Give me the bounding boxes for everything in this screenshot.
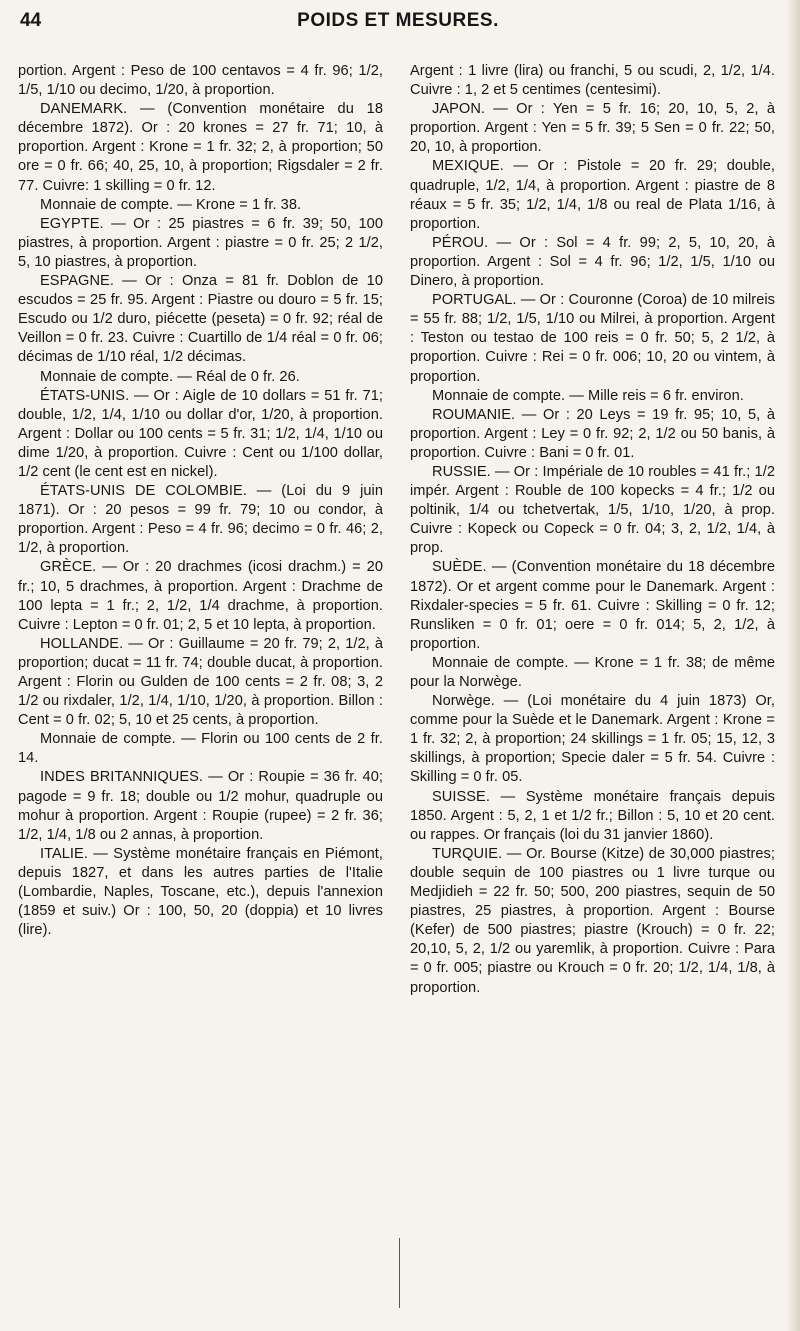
- entry-turquie: TURQUIE. — Or. Bourse (Kitze) de 30,000 piastres; double sequin de 100 piastres ou 1 livre turque ou Medjidieh = 22 fr. 50; 500, 200 piastres, sequin de 50 piastres, 25 piastres, à proportion. Argent : Bourse (Kefer) de 500 piastres; piastre (Krouch) = 0 fr. 22; 20,10, 5, 2, 1/2 ou yaremlik, à proportion. Cuivre : Para = 0 fr. 005; piastre ou Krouch = 0 fr. 20; 1/2, 1/4, 1/8, à proportion.: [410, 845, 775, 996]
- entry-portugal: PORTUGAL. — Or : Couronne (Coroa) de 10 milreis = 55 fr. 88; 1/2, 1/5, 1/10 ou Milrei, à proportion. Argent : Teston ou testao de 100 reis = 0 fr. 50; 5, 2 1/2, à proportion. Cuivre : Rei = 0 fr. 006; 10, 20 ou vintem, à proportion.: [410, 292, 775, 385]
- entry-italie-continued: Argent : 1 livre (lira) ou franchi, 5 ou scudi, 2, 1/2, 1/4. Cuivre : 1, 2 et 5 centimes (centesimi).: [410, 63, 775, 99]
- entry-suisse: SUISSE. — Système monétaire français depuis 1850. Argent : 5, 2, 1 et 1/2 fr.; Billon : 5, 10 et 20 cent. ou rappes. Or français (loi du 31 janvier 1860).: [410, 788, 775, 843]
- entry-mexique: MEXIQUE. — Or : Pistole = 20 fr. 29; double, quadruple, 1/2, 1/4, à proportion. Argent : piastre de 8 réaux = 5 fr. 35; 1/2, 1/4, 1/8 ou real de Plata 1/16, à proportion.: [410, 158, 775, 232]
- page-header: [18, 8, 778, 38]
- running-title: POIDS ET MESURES.: [297, 10, 499, 31]
- entry-portugal-continued: portion. Argent : Peso de 100 centavos = 4 fr. 96; 1/2, 1/5, 1/10 ou decimo, 1/20, à proportion.: [18, 63, 383, 99]
- entry-japon: JAPON. — Or : Yen = 5 fr. 16; 20, 10, 5, 2, à proportion. Argent : Yen = 5 fr. 39; 5 Sen = 0 fr. 22; 50, 20, 10, à proportion.: [410, 101, 775, 156]
- entry-colombie: ÉTATS-UNIS DE COLOMBIE. — (Loi du 9 juin 1871). Or : 20 pesos = 99 fr. 79; 10 ou condor, à proportion. Argent : Peso = 4 fr. 96; decimo = 0 fr. 46; 2, 1/2, à proportion.: [18, 483, 383, 557]
- entry-hollande: HOLLANDE. — Or : Guillaume = 20 fr. 79; 2, 1/2, à proportion; ducat = 11 fr. 74; double ducat, à proportion. Argent : Florin ou Gulden de 100 cents = 2 fr. 08; 3, 2 1/2 ou rixdaler, 1/2, 1/4, 1/10, 1/20, à proportion. Billon : Cent = 0 fr. 02; 5, 10 et 25 cents, à proportion.: [18, 635, 383, 729]
- entry-espagne: ESPAGNE. — Or : Onza = 81 fr. Doblon de 10 escudos = 25 fr. 95. Argent : Piastre ou douro = 5 fr. 15; Escudo ou 1/2 duro, piécette (peseta) = 0 fr. 92; réal de Veillon = 0 fr. 23. Cuivre : Cuartillo de 1/4 réal = 0 fr. 06; décimas de 1/10 réal, 1/2 décimas.: [18, 273, 383, 366]
- entry-suede: SUÈDE. — (Convention monétaire du 18 décembre 1872). Or et argent comme pour le Danemark. Argent : Rixdaler-species = 5 fr. 61. Cuivre : Skilling = 0 fr. 12; Runsliken = 0 fr. 01; oere = 0 fr. 014; 5, 2, 1/2, à proportion.: [410, 559, 775, 652]
- entry-portugal-compte: Monnaie de compte. — Mille reis = 6 fr. environ.: [432, 387, 744, 404]
- entry-grece: GRÈCE. — Or : 20 drachmes (icosi drachm.) = 20 fr.; 10, 5 drachmes, à proportion. Argent : Drachme de 100 lepta = 1 fr.; 2, 1/2, 1/4 drachme, à proportion. Cuivre : Lepton = 0 fr. 01; 2, 5 et 10 lepta, à proportion.: [18, 559, 383, 633]
- page-edge-shadow: [786, 0, 800, 1331]
- column-divider: [399, 1238, 400, 1308]
- entry-russie: RUSSIE. — Or : Impériale de 10 roubles = 41 fr.; 1/2 impér. Argent : Rouble de 100 kopecks = 4 fr.; 1/2 ou poltinik, 1/4 ou tchetvertak, 1/5, 1/10, 1/20, à prop. Cuivre : Kopeck ou Copeck = 0 fr. 04; 3, 2, 1/2, 1/4, à prop.: [410, 463, 775, 557]
- entry-etats-unis: ÉTATS-UNIS. — Or : Aigle de 10 dollars = 51 fr. 71; double, 1/2, 1/4, 1/10 ou dollar d'or, 1/20, à proportion. Argent : Dollar ou 100 cents = 5 fr. 31; 1/2, 1/4, 1/10 ou dime 1/20, à proportion. Cuivre : Cent ou 1/100 dollar, 1/2 cent (le cent est en nickel).: [18, 387, 383, 480]
- entry-roumanie: ROUMANIE. — Or : 20 Leys = 19 fr. 95; 10, 5, à proportion. Argent : Ley = 0 fr. 92; 2, 1/2 ou 50 banis, à proportion. Cuivre : Bani = 0 fr. 01.: [410, 406, 775, 461]
- entry-danemark-compte: Monnaie de compte. — Krone = 1 fr. 38.: [40, 196, 302, 213]
- entry-suede-compte: Monnaie de compte. — Krone = 1 fr. 38; de même pour la Norwège.: [410, 654, 775, 690]
- entry-perou: PÉROU. — Or : Sol = 4 fr. 99; 2, 5, 10, 20, à proportion. Argent : Sol = 4 fr. 96; 1/2, 1/5, 1/10 ou Dinero, à proportion.: [410, 234, 775, 290]
- page-number: 44: [20, 10, 42, 31]
- entry-norwege: Norwège. — (Loi monétaire du 4 juin 1873) Or, comme pour la Suède et le Danemark. Argent : Krone = 1 fr. 32; 2, à proportion; 24 skillings = 1 fr. 05; 15, 12, 3 skillings, à proportion; Specie daler = 5 fr. 54. Cuivre : Skilling = 0 fr. 05.: [410, 693, 775, 786]
- left-column: [18, 62, 383, 940]
- entry-hollande-compte: Monnaie de compte. — Florin ou 100 cents de 2 fr. 14.: [18, 731, 383, 767]
- entry-egypte: EGYPTE. — Or : 25 piastres = 6 fr. 39; 50, 100 piastres, à proportion. Argent : piastre = 0 fr. 25; 2 1/2, 5, 10 piastres, à proportion.: [18, 215, 383, 270]
- right-column: [410, 62, 775, 998]
- entry-italie: ITALIE. — Système monétaire français en Piémont, depuis 1827, et dans les autres parties de l'Italie (Lombardie, Naples, Toscane, etc.), depuis l'annexion (1859 et suiv.) Or : 100, 50, 20 (doppia) et 10 livres (lire).: [18, 845, 383, 939]
- entry-espagne-compte: Monnaie de compte. — Réal de 0 fr. 26.: [40, 368, 300, 385]
- entry-indes-britanniques: INDES BRITANNIQUES. — Or : Roupie = 36 fr. 40; pagode = 9 fr. 18; double ou 1/2 mohur, quadruple ou mohur à proportion. Argent : Roupie (rupee) = 2 fr. 36; 1/2, 1/4, 1/8 ou 2 annas, à proportion.: [18, 769, 383, 843]
- entry-danemark: DANEMARK. — (Convention monétaire du 18 décembre 1872). Or : 20 krones = 27 fr. 71; 10, à proportion. Argent : Krone = 1 fr. 32; 2, à proportion; 50 ore = 0 fr. 66; 40, 25, 10, à proportion; Rigsdaler = 2 fr. 77. Cuivre: 1 skilling = 0 fr. 12.: [18, 101, 383, 194]
